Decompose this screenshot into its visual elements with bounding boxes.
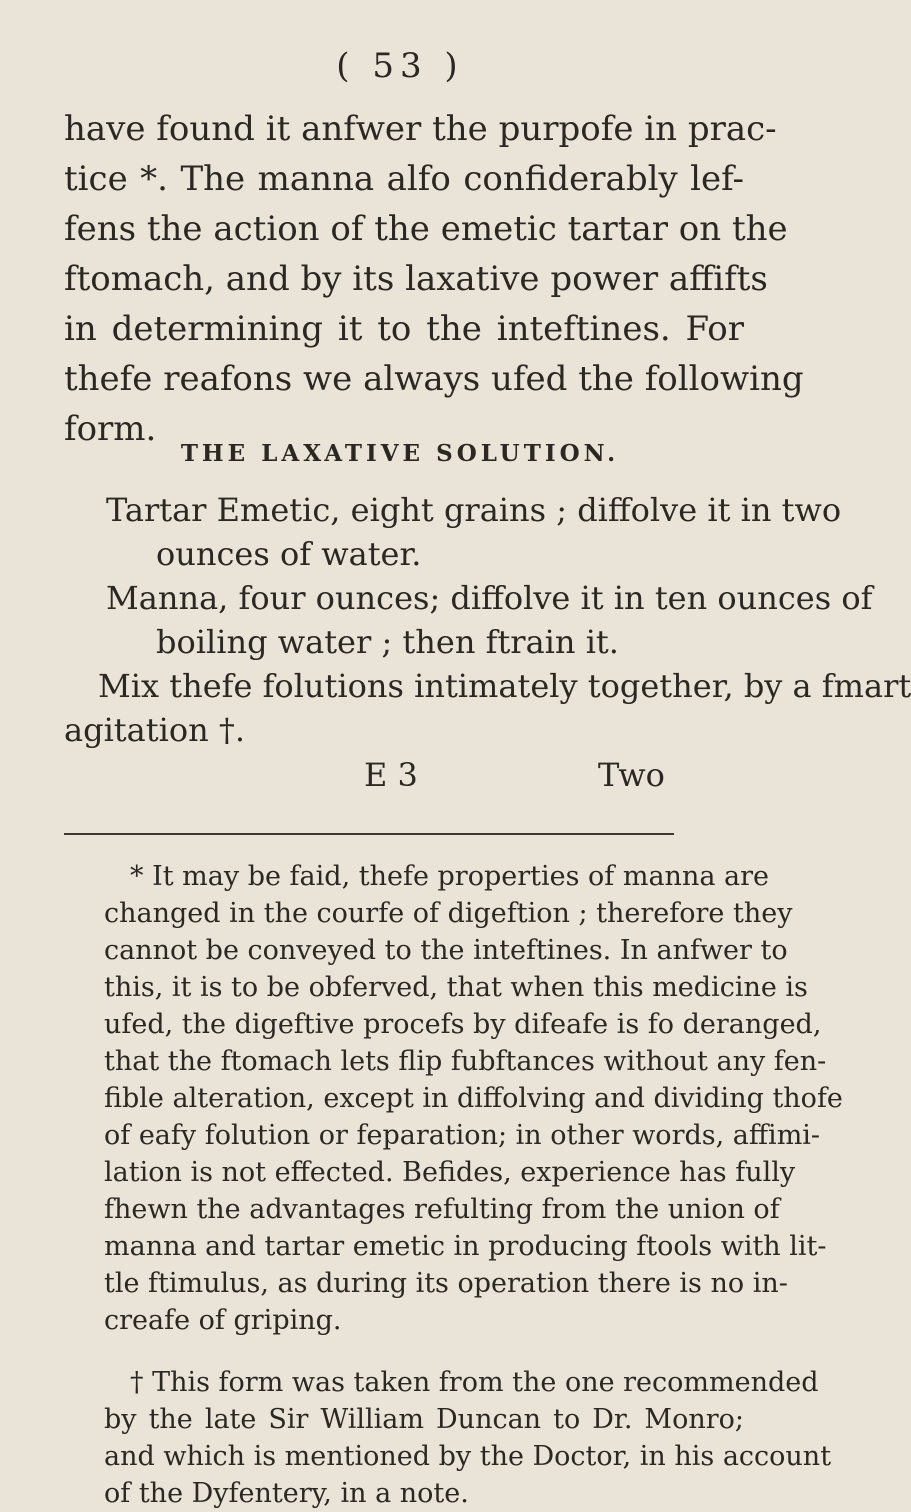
footnotes bbox=[104, 858, 843, 1512]
body-line: fens the action of the emetic tartar on the bbox=[64, 209, 788, 249]
footnote-line: † This form was taken from the one recommended bbox=[130, 1367, 819, 1398]
body-line: tice *. The manna alfo confiderably lef- bbox=[64, 159, 744, 199]
footnote-line: by the late Sir William Duncan to Dr. Monro; bbox=[104, 1404, 744, 1435]
signature-mark: E 3 bbox=[364, 756, 418, 794]
footnote-line: and which is mentioned by the Doctor, in his account bbox=[104, 1441, 832, 1472]
page-number: ( 53 ) bbox=[336, 46, 464, 86]
body-line: in determining it to the inteftines. For bbox=[64, 309, 744, 349]
recipe-block bbox=[64, 488, 911, 752]
catchword: Two bbox=[598, 756, 665, 794]
recipe-line: Tartar Emetic, eight grains ; diffolve it in two bbox=[106, 491, 842, 529]
footnote-line: changed in the courfe of digeftion ; therefore they bbox=[104, 898, 793, 929]
body-line: form. bbox=[64, 409, 157, 449]
body-paragraph bbox=[64, 104, 804, 454]
recipe-line: agitation †. bbox=[64, 711, 246, 749]
footnote-line: that the ftomach lets flip fubftances without any fen- bbox=[104, 1046, 827, 1077]
section-heading: THE LAXATIVE SOLUTION. bbox=[180, 440, 620, 467]
recipe-line: Mix thefe folutions intimately together, by a fmart bbox=[98, 667, 911, 705]
footnote-line: tle ftimulus, as during its operation there is no in- bbox=[104, 1268, 788, 1299]
footnote-line: fible alteration, except in diffolving and dividing thofe bbox=[104, 1083, 843, 1114]
footnote-line: cannot be conveyed to the inteftines. In anfwer to bbox=[104, 935, 788, 966]
recipe-line: boiling water ; then ftrain it. bbox=[156, 623, 619, 661]
footnote-line: of the Dyfentery, in a note. bbox=[104, 1478, 469, 1509]
footnote-line: * It may be faid, thefe properties of manna are bbox=[130, 861, 769, 892]
body-line: thefe reafons we always ufed the following bbox=[64, 359, 804, 399]
body-line: ftomach, and by its laxative power affifts bbox=[64, 259, 768, 299]
footnote-line: lation is not effected. Befides, experience has fully bbox=[104, 1157, 796, 1188]
recipe-line: Manna, four ounces; diffolve it in ten ounces of bbox=[106, 579, 873, 617]
footnote-asterisk bbox=[104, 858, 843, 1339]
body-line: have found it anfwer the purpofe in prac- bbox=[64, 109, 777, 149]
recipe-line: ounces of water. bbox=[156, 535, 422, 573]
footnote-line: this, it is to be obferved, that when this medicine is bbox=[104, 972, 808, 1003]
footnote-rule bbox=[64, 833, 674, 835]
footnote-dagger bbox=[104, 1364, 832, 1512]
footnote-line: of eafy folution or feparation; in other words, affimi- bbox=[104, 1120, 821, 1151]
footnote-line: creafe of griping. bbox=[104, 1305, 342, 1336]
footnote-line: ufed, the digeftive procefs by difeafe is fo deranged, bbox=[104, 1009, 822, 1040]
footnote-line: manna and tartar emetic in producing ftools with lit- bbox=[104, 1231, 827, 1262]
footnote-line: fhewn the advantages refulting from the union of bbox=[104, 1194, 780, 1225]
